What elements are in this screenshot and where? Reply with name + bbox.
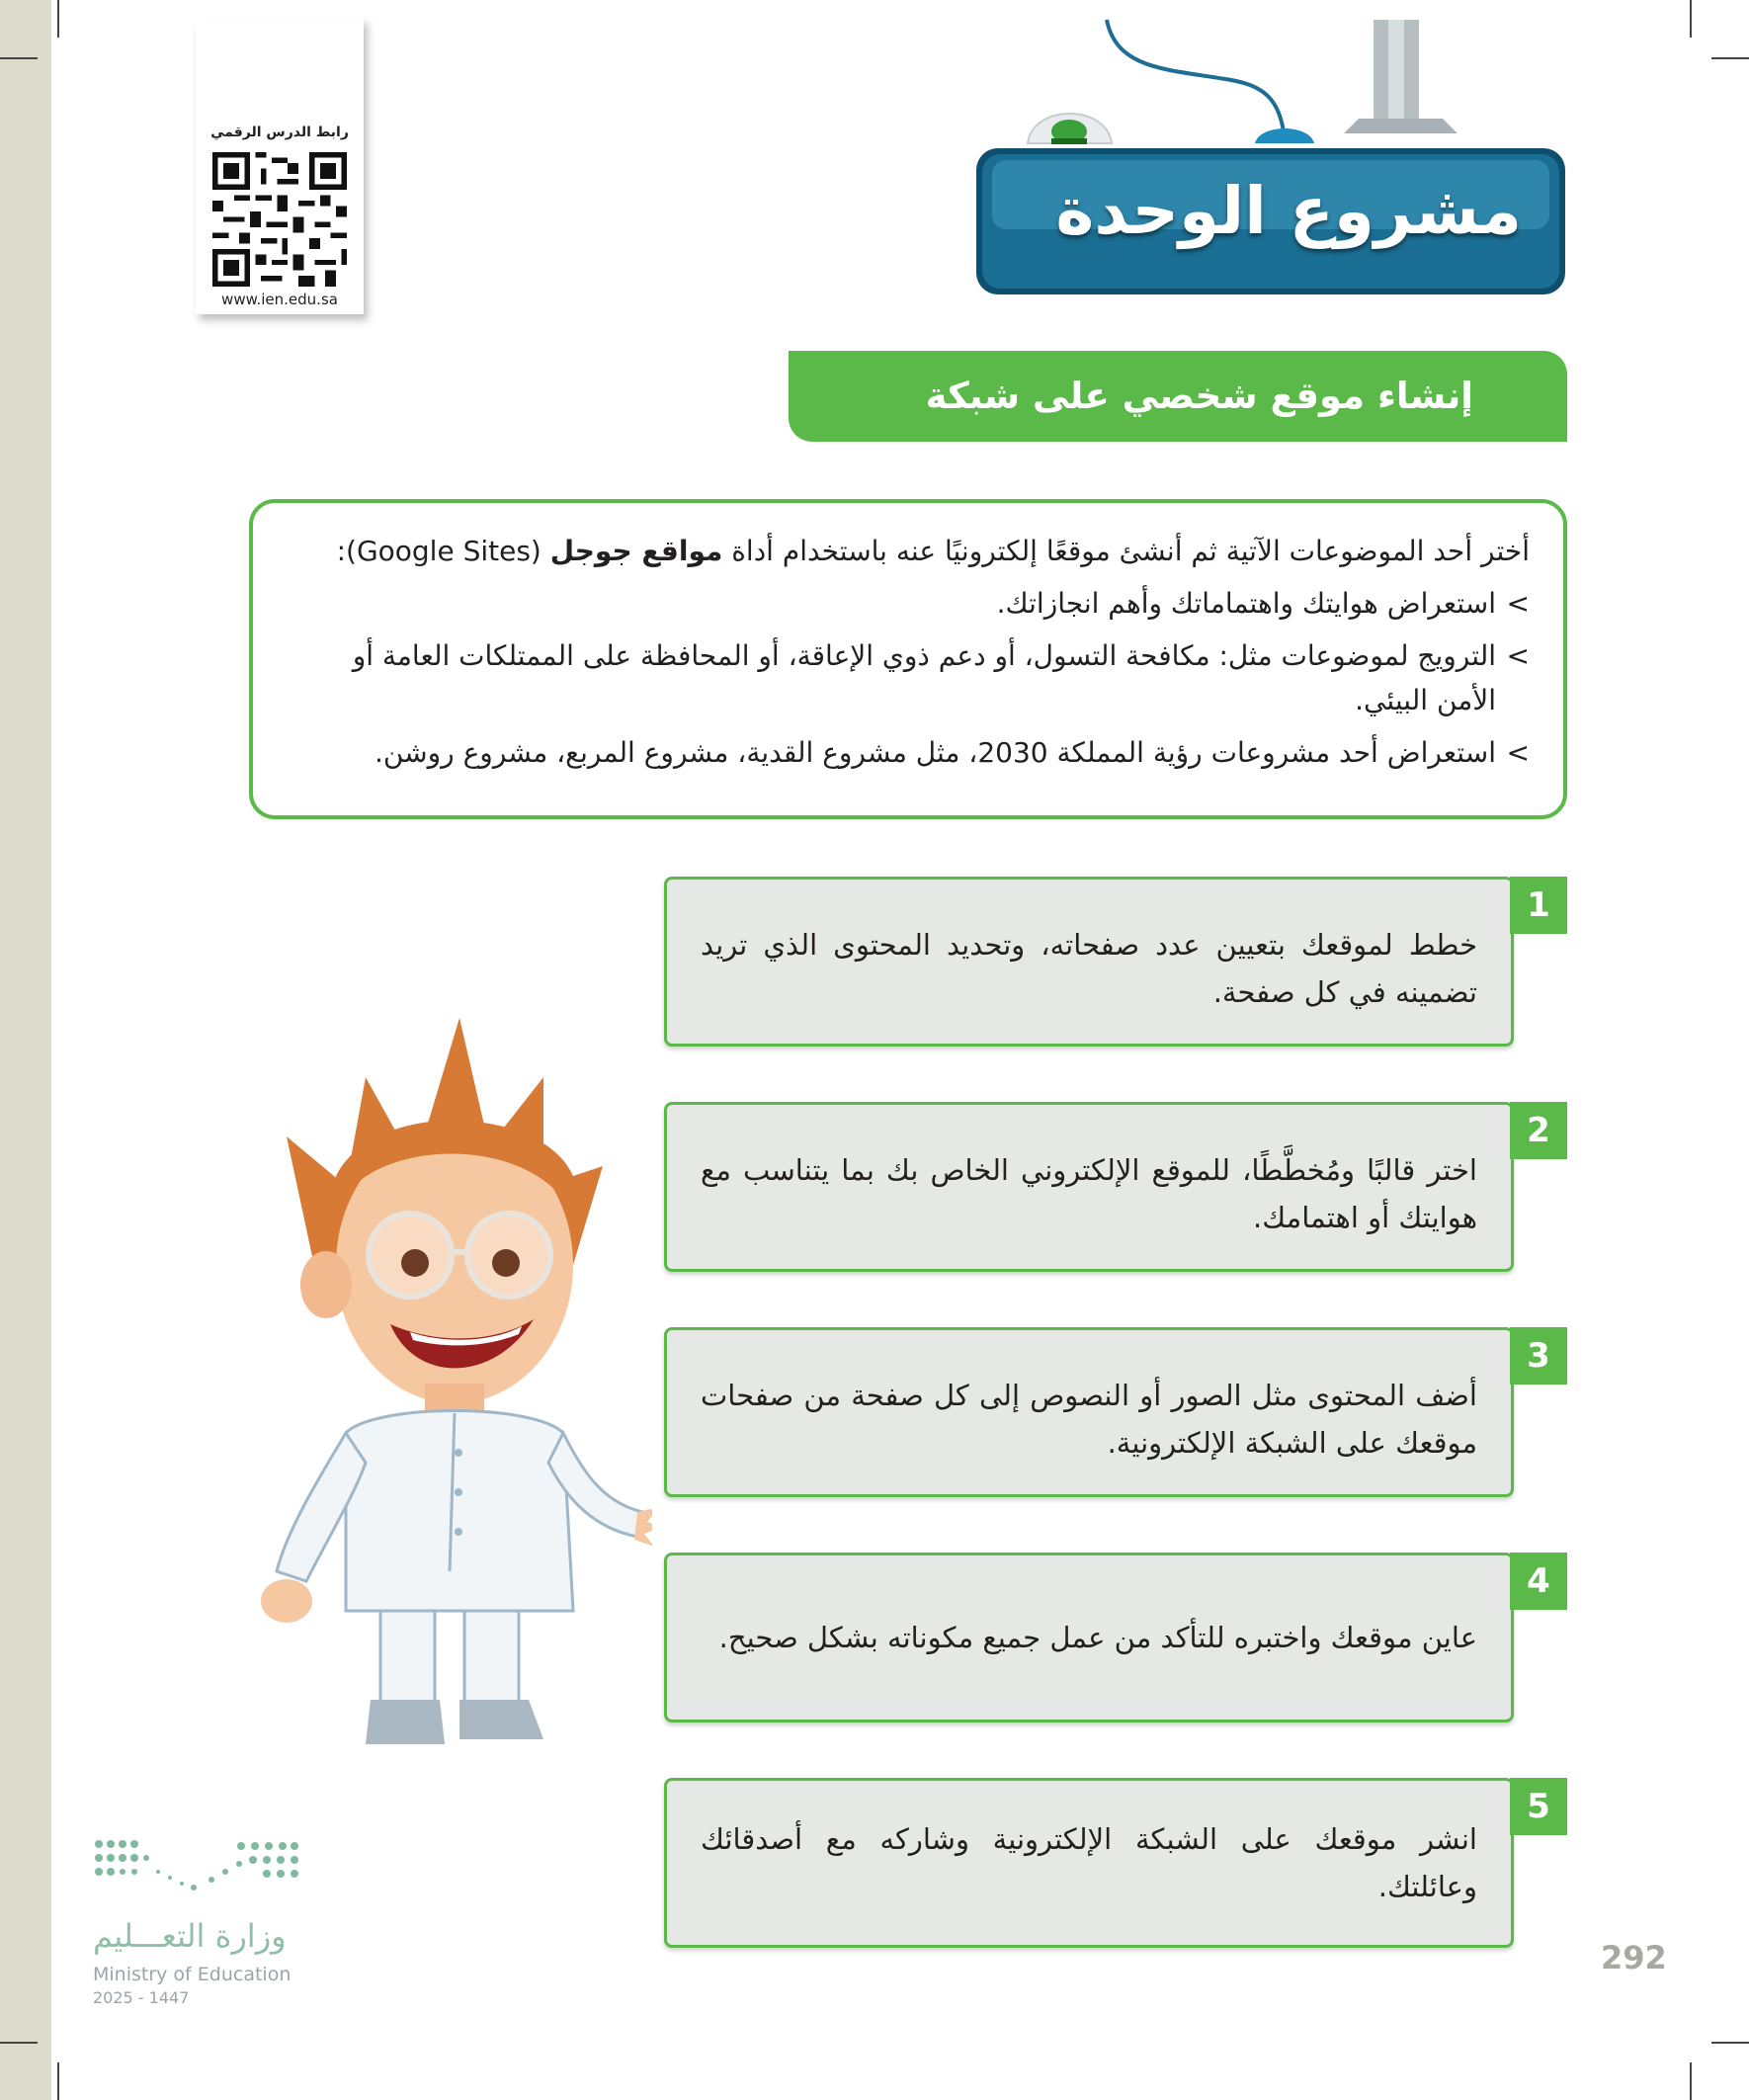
section-subtitle: إنشاء موقع شخصي على شبكة الإنترنت [789,351,1567,442]
project-instructions-box [249,499,1567,819]
boy-character-illustration [247,1018,652,1749]
qr-url[interactable]: www.ien.edu.sa [221,291,338,308]
step-number: 3 [1510,1327,1567,1385]
ministry-name-english: Ministry of Education [93,1964,292,1985]
crop-mark [1690,0,1692,38]
crop-mark [57,0,59,38]
ministry-year: 2025 - 1447 [93,1988,190,2007]
page-margin-strip [0,0,51,2100]
intro-lead-tail: (Google Sites): [336,535,550,567]
step-box: أضف المحتوى مثل الصور أو النصوص إلى كل صفحة من صفحات موقعك على الشبكة الإلكترونية. [664,1327,1514,1497]
step-number: 2 [1510,1102,1567,1159]
crop-mark [0,2042,38,2044]
crop-mark [1711,2042,1749,2044]
step-number: 4 [1510,1553,1567,1610]
crop-mark [1690,2062,1692,2100]
step-box: خطط لموقعك بتعيين عدد صفحاته، وتحديد المحتوى الذي تريد تضمينه في كل صفحة. [664,877,1514,1047]
crop-mark [0,57,38,59]
step-number: 5 [1510,1778,1567,1835]
intro-lead-text: أختر أحد الموضوعات الآتية ثم أنشئ موقعًا إلكترونيًا عنه باستخدام أداة [722,535,1530,567]
ministry-logo-dots [93,1836,300,1905]
qr-label: رابط الدرس الرقمي [210,125,349,140]
intro-lead-bold: مواقع جوجل [549,535,723,567]
intro-bullet: > استعراض هوايتك واهتماماتك وأهم انجازاتك. [292,581,1530,626]
intro-bullet: > استعراض أحد مشروعات رؤية المملكة 2030، مثل مشروع القدية، مشروع المربع، مشروع روشن. [292,730,1530,775]
intro-bullet: > الترويج لموضوعات مثل: مكافحة التسول، أو دعم ذوي الإعاقة، أو المحافظة على الممتلكات العامة أو الأمن البيئي. [292,633,1530,722]
cable [1107,20,1285,138]
crop-mark [1711,57,1749,59]
crop-mark [57,2062,59,2100]
digital-lesson-card[interactable] [196,18,364,314]
step-box: اختر قالبًا ومُخطَّطًا، للموقع الإلكتروني الخاص بك بما يتناسب مع هوايتك أو اهتمامك. [664,1102,1514,1272]
page-title: مشروع الوحدة [1055,173,1522,249]
step-box: عاين موقعك واختبره للتأكد من عمل جميع مكوناته بشكل صحيح. [664,1553,1514,1722]
title-banner-graphic [968,0,1581,306]
page-number: 292 [1601,1939,1667,1976]
qr-code-icon[interactable] [212,152,347,287]
ministry-name-arabic: وزارة التعـــليم [93,1917,287,1955]
step-number: 1 [1510,877,1567,934]
step-box: انشر موقعك على الشبكة الإلكترونية وشاركه مع أصدقائك وعائلتك. [664,1778,1514,1948]
intro-lead [292,529,1530,573]
